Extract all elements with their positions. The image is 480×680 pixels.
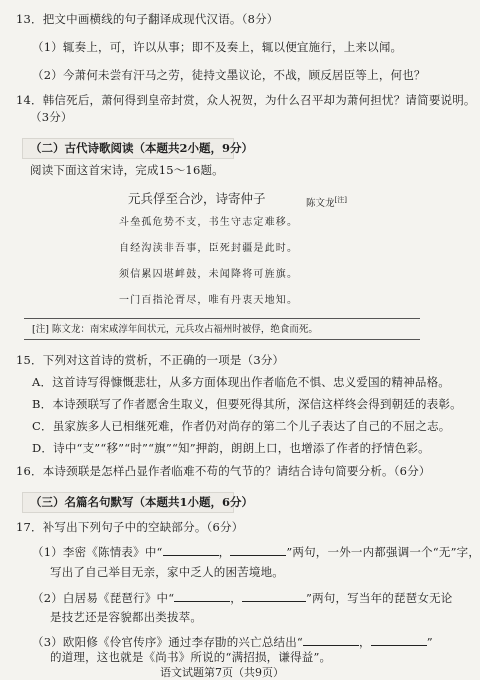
poem-author-name: 陈文龙 xyxy=(306,198,335,210)
q17-item-1-suffix: ”两句，一外一内都强调一个“无”字， xyxy=(286,545,480,559)
q17-blank-3b[interactable] xyxy=(371,634,427,646)
section-3-heading: （三）名篇名句默写（本题共1小题，6分） xyxy=(30,495,254,509)
q17-blank-1b[interactable] xyxy=(230,544,286,556)
q14-stem: 14．韩信死后，萧何得到皇帝封赏，众人祝贺，为什么召平却为萧何担忧？请简要说明。 xyxy=(16,93,476,107)
poem-divider-bottom xyxy=(24,339,420,340)
q15-option-d: D．诗中“支”“移”“时”“旗”“知”押韵，朗朗上口，也增添了作者的抒情色彩。 xyxy=(32,441,430,455)
q17-item-1-cont: 写出了自己举目无亲，家中乏人的困苦境地。 xyxy=(50,565,284,579)
poem-author xyxy=(306,194,347,210)
q17-stem: 17．补写出下列句子中的空缺部分。（6分） xyxy=(16,520,244,534)
poem-title: 元兵俘至合沙，诗寄仲子 xyxy=(128,191,266,206)
q17-item-3 xyxy=(32,634,433,650)
poem-line-2: 自经沟渎非吾事，臣死封疆是此时。 xyxy=(119,243,299,254)
q13-stem: 13．把文中画横线的句子翻译成现代汉语。（8分） xyxy=(16,12,279,26)
q13-sentence-1: （1）辄奏上，可，许以从事；即不及奏上，辄以便宜施行，上来以闻。 xyxy=(32,40,403,54)
q17-item-3-comma: ， xyxy=(359,635,371,649)
q17-item-3-cont: 的道理，这也就是《尚书》所说的“满招损，谦得益”。 xyxy=(50,650,332,664)
q17-blank-2a[interactable] xyxy=(174,590,230,602)
q17-blank-2b[interactable] xyxy=(242,590,306,602)
section-2-heading: （二）古代诗歌阅读（本题共2小题，9分） xyxy=(30,141,254,155)
q15-option-a: A．这首诗写得慷慨悲壮，从多方面体现出作者临危不惧、忠义爱国的精神品格。 xyxy=(32,375,451,389)
section-2-intro: 阅读下面这首宋诗，完成15～16题。 xyxy=(30,163,224,177)
q17-item-3-prefix: （3）欧阳修《伶官传序》通过李存勖的兴亡总结出“ xyxy=(32,635,303,649)
q17-item-1 xyxy=(32,544,480,560)
q15-stem: 15．下列对这首诗的赏析，不正确的一项是（3分） xyxy=(16,353,285,367)
q17-item-2 xyxy=(32,590,452,606)
q17-item-1-comma: ， xyxy=(218,545,231,559)
q15-option-c: C．虽家族多人已相继死难，作者仍对尚存的第二个儿子表达了自己的不屈之志。 xyxy=(32,419,451,433)
q17-item-2-cont: 是技艺还是容貌都出类拔萃。 xyxy=(50,610,203,624)
q17-item-2-comma: ， xyxy=(230,591,242,605)
q15-option-b: B．本诗颈联写了作者愿舍生取义，但要死得其所，深信这样终会得到朝廷的表彰。 xyxy=(32,397,462,411)
q17-blank-1a[interactable] xyxy=(163,544,219,556)
poem-author-note-mark: [注] xyxy=(334,196,347,204)
q17-blank-3a[interactable] xyxy=(303,634,359,646)
poem-line-1: 斗垒孤危势不支，书生守志定难移。 xyxy=(119,217,299,228)
q14-points: （3分） xyxy=(30,110,73,124)
q17-item-3-suffix: ” xyxy=(426,635,433,649)
poem-line-3: 须信累囚堪衅鼓，未闻降将可旌旗。 xyxy=(119,269,299,280)
q17-item-2-prefix: （2）白居易《琵琶行》中“ xyxy=(32,591,175,605)
poem-annotation: [注] 陈文龙：南宋咸淳年间状元，元兵攻占福州时被俘，绝食而死。 xyxy=(32,324,318,335)
poem-divider-top xyxy=(24,318,420,319)
q16-stem: 16．本诗颈联是怎样凸显作者临难不苟的气节的？请结合诗句简要分析。（6分） xyxy=(16,464,431,478)
page-footer: 语文试题第7页（共9页） xyxy=(160,666,284,679)
q17-item-1-prefix: （1）李密《陈情表》中“ xyxy=(32,545,163,559)
q13-sentence-2: （2）今萧何未尝有汗马之劳，徒持文墨议论，不战，顾反居臣等上，何也？ xyxy=(32,68,426,82)
poem-line-4: 一门百指沦胥尽，唯有丹衷天地知。 xyxy=(119,295,299,306)
q17-item-2-suffix: ”两句，写当年的琵琶女无论 xyxy=(306,591,453,605)
